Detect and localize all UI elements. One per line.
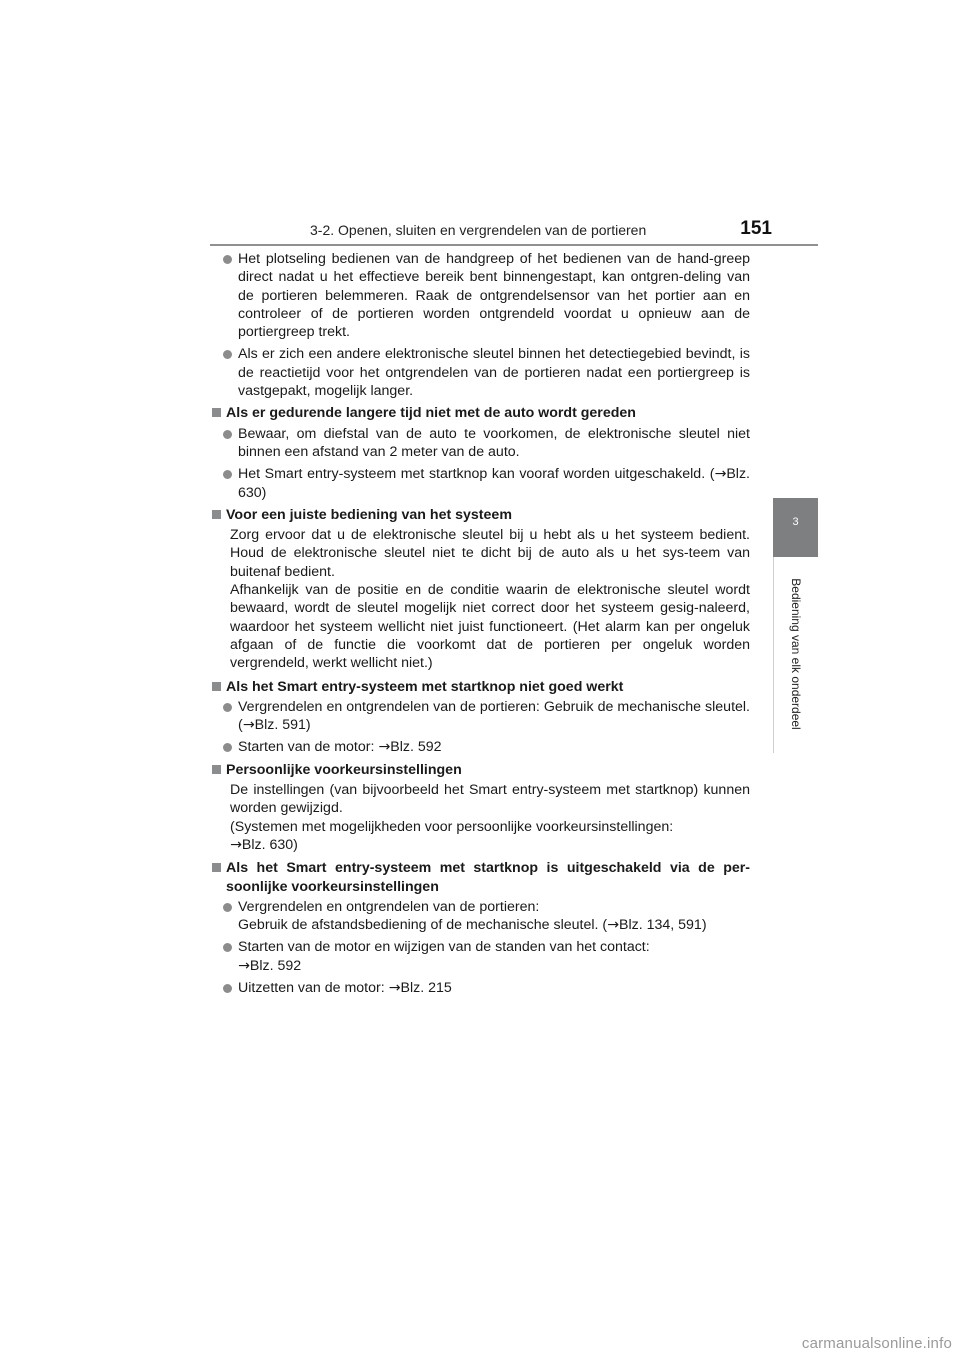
bullet-text: Starten van de motor en wijzigen van de standen van het contact: bbox=[238, 939, 650, 956]
section-heading bbox=[210, 761, 750, 779]
watermark: carmanualsonline.info bbox=[801, 1335, 952, 1352]
arrow-icon: → bbox=[238, 957, 250, 974]
bullet-item bbox=[210, 698, 750, 735]
bullet-item bbox=[210, 938, 750, 975]
page-reference: Blz. 215 bbox=[400, 979, 452, 996]
bullet-text: Het plotseling bedienen van de handgreep of het bedienen van de hand-greep direct nadat u het effectieve bereik bent binnengestapt, kan ontgren-deling van de portieren belemmeren. Raak de ontgrendelsensor van het portier aan en controleer of de portieren worden ontgrendeld voordat u opnieuw aan de portiergreep trekt. bbox=[238, 251, 750, 341]
bullet-dot-icon bbox=[223, 350, 232, 359]
bullet-text: Bewaar, om diefstal van de auto te voorkomen, de elektronische sleutel niet binnen een afstand van 2 meter van de auto. bbox=[238, 425, 750, 460]
page-reference: Blz. 591) bbox=[254, 717, 311, 734]
paragraph-text: (Systemen met mogelijkheden voor persoonlijke voorkeursinstellingen: bbox=[230, 818, 674, 835]
bullet-dot-icon bbox=[223, 470, 232, 479]
bullet-text: Gebruik de afstandsbediening of de mechanische sleutel. ( bbox=[238, 917, 608, 934]
bullet-item bbox=[210, 979, 750, 997]
page-reference: Blz. 630) bbox=[241, 836, 298, 853]
arrow-icon: → bbox=[242, 717, 255, 734]
page-reference: Blz. 592 bbox=[390, 739, 442, 756]
bullet-dot-icon bbox=[223, 743, 232, 752]
heading-square-icon bbox=[212, 765, 221, 774]
bullet-text: Starten van de motor: bbox=[238, 739, 379, 756]
paragraph bbox=[210, 818, 750, 855]
page-number: 151 bbox=[740, 218, 772, 239]
chapter-title: Bediening van elk onderdeel bbox=[789, 578, 803, 730]
arrow-icon: → bbox=[378, 739, 391, 756]
paragraph: Zorg ervoor dat u de elektronische sleutel bij u hebt als u het systeem bedient. Houd de elektronische sleutel niet te dicht bij de auto als u het sys-teem van buitenaf bedient. bbox=[230, 527, 750, 580]
arrow-icon: → bbox=[714, 466, 727, 483]
bullet-dot-icon bbox=[223, 984, 232, 993]
heading-square-icon bbox=[212, 863, 221, 872]
bullet-dot-icon bbox=[223, 703, 232, 712]
bullet-item bbox=[210, 898, 750, 935]
bullet-dot-icon bbox=[223, 430, 232, 439]
chapter-tab bbox=[773, 498, 818, 557]
arrow-icon: → bbox=[607, 917, 619, 934]
heading-text: Als er gedurende langere tijd niet met de auto wordt gereden bbox=[226, 405, 636, 422]
bullet-item bbox=[210, 345, 750, 400]
header-rule bbox=[210, 244, 818, 246]
page-reference: Blz. 134, 591) bbox=[619, 917, 707, 934]
page-reference: Blz. 630) bbox=[238, 466, 750, 501]
paragraph: De instellingen (van bijvoorbeeld het Smart entry-systeem met startknop) kunnen worden gewijzigd. bbox=[230, 782, 750, 817]
page-reference: Blz. 592 bbox=[249, 957, 302, 974]
bullet-text: Het Smart entry-systeem met startknop kan vooraf worden uitgeschakeld. ( bbox=[238, 466, 715, 483]
arrow-icon: → bbox=[388, 979, 401, 996]
bullet-dot-icon bbox=[223, 943, 232, 952]
bullet-item bbox=[210, 465, 750, 502]
heading-text: Als het Smart entry-systeem met startknop is uitgeschakeld via de per-soonlijke voorkeursinstellingen bbox=[226, 860, 750, 895]
heading-square-icon bbox=[212, 682, 221, 691]
section-heading bbox=[210, 859, 750, 896]
paragraph: Afhankelijk van de positie en de conditie waarin de elektronische sleutel wordt bewaard, wordt de sleutel mogelijk niet correct door het systeem gesig-naleerd, waardoor het systeem wellicht niet juist functioneert. (Het alarm kan per ongeluk afgaan of de functie die voorkomt dat de portieren per ongeluk worden vergrendeld, werkt wellicht niet.) bbox=[230, 582, 750, 672]
bullet-item bbox=[210, 425, 750, 462]
section-title: 3-2. Openen, sluiten en vergrendelen van de portieren bbox=[310, 222, 647, 238]
bullet-text: Vergrendelen en ontgrendelen van de portieren: Gebruik de mechanische sleutel. ( bbox=[238, 698, 750, 734]
chapter-number: 3 bbox=[792, 516, 799, 528]
bullet-item bbox=[210, 250, 750, 341]
section-heading bbox=[210, 506, 750, 524]
page-header bbox=[210, 218, 818, 244]
bullet-text: Vergrendelen en ontgrendelen van de portieren: bbox=[238, 898, 540, 915]
section-heading bbox=[210, 404, 750, 422]
heading-text: Als het Smart entry-systeem met startknop niet goed werkt bbox=[226, 678, 624, 695]
bullet-dot-icon bbox=[223, 255, 232, 264]
bullet-text: Als er zich een andere elektronische sleutel binnen het detectiegebied bevindt, is de reactietijd voor het ontgrendelen van de portieren nadat een portiergreep is vastgepakt, mogelijk langer. bbox=[238, 346, 750, 400]
page-content bbox=[210, 250, 750, 1001]
heading-text: Persoonlijke voorkeursinstellingen bbox=[226, 761, 462, 778]
bullet-text: Uitzetten van de motor: bbox=[238, 979, 389, 996]
heading-square-icon bbox=[212, 510, 221, 519]
heading-text: Voor een juiste bediening van het systeem bbox=[226, 506, 512, 523]
arrow-icon: → bbox=[230, 836, 242, 853]
bullet-item bbox=[210, 738, 750, 756]
heading-square-icon bbox=[212, 408, 221, 417]
section-heading bbox=[210, 678, 750, 696]
bullet-dot-icon bbox=[223, 903, 232, 912]
